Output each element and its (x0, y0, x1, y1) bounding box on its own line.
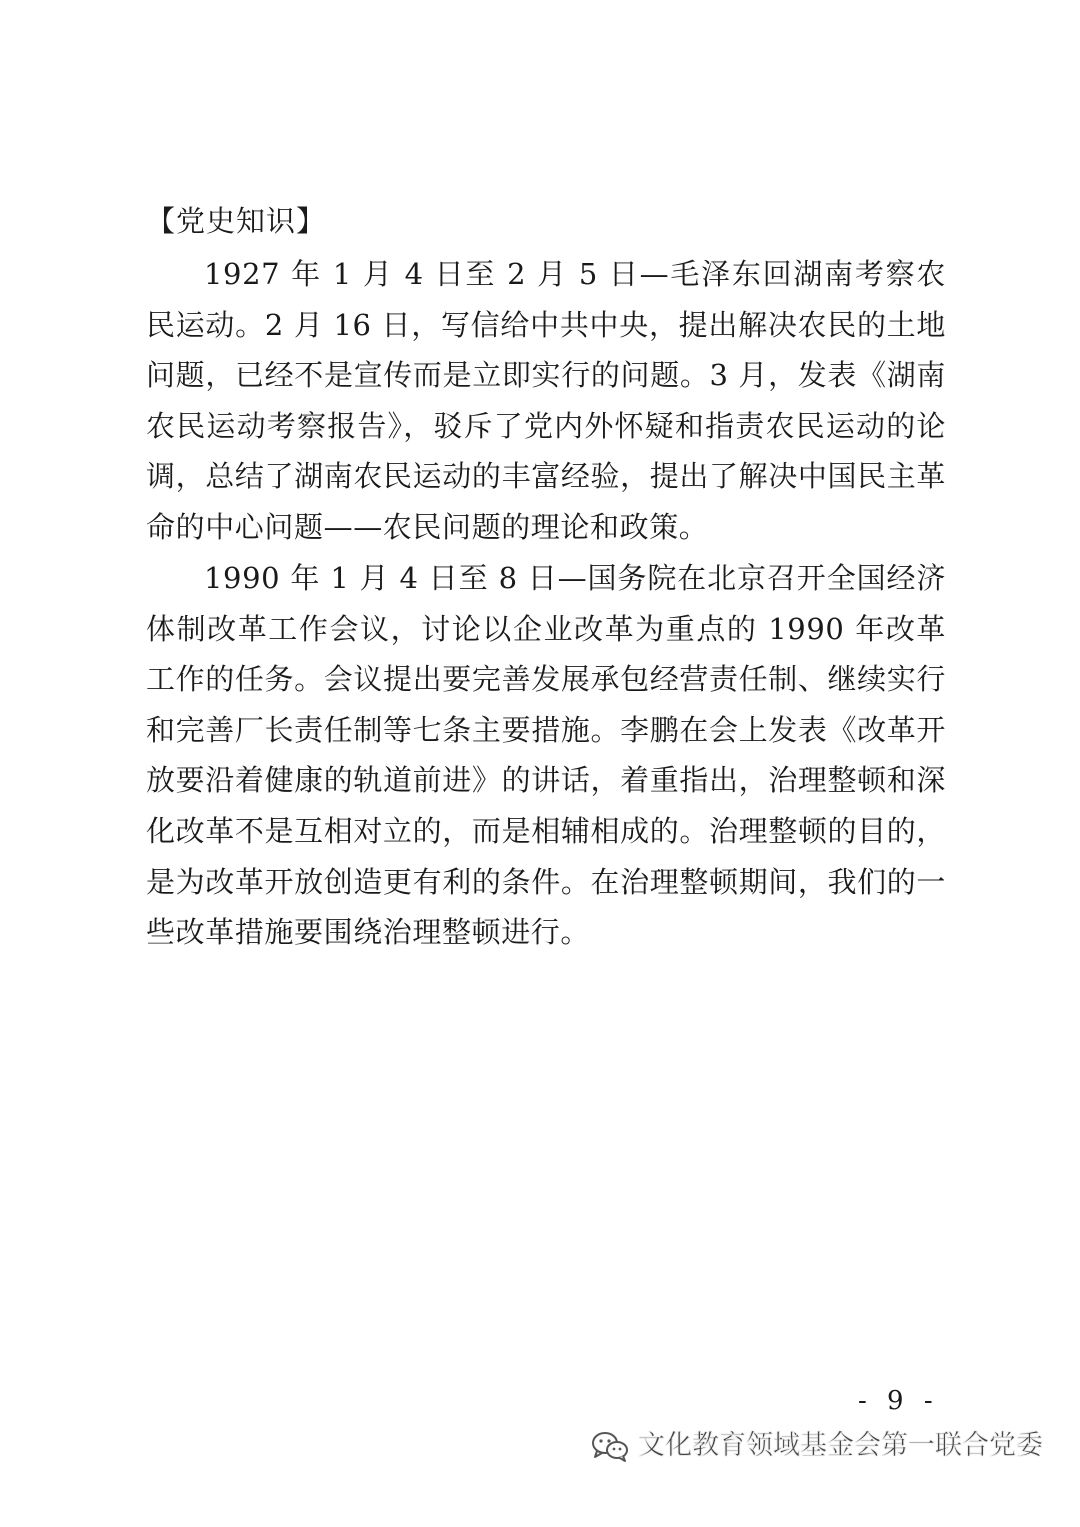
paragraph-1990: 1990 年 1 月 4 日至 8 日—国务院在北京召开全国经济体制改革工作会议，讨论以企业改革为重点的 1990 年改革工作的任务。会议提出要完善发展承包经营责任制、继续实行和完善厂长责任制等七条主要措施。李鹏在会上发表《改革开放要沿着健康的轨道前进》的讲话，着重指出，治理整顿和深化改革不是互相对立的，而是相辅相成的。治理整顿的目的，是为改革开放创造更有利的条件。在治理整顿期间，我们的一些改革措施要围绕治理整顿进行。 (146, 561, 946, 950)
section-heading: 【党史知识】 (146, 204, 327, 238)
page-number: - 9 - (858, 1386, 939, 1416)
paragraph-1927: 1927 年 1 月 4 日至 2 月 5 日—毛泽东回湖南考察农民运动。2 月 16 日，写信给中共中央，提出解决农民的土地问题，已经不是宣传而是立即实行的问题。3 月，发表《湖南农民运动考察报告》，驳斥了党内外怀疑和指责农民运动的论调，总结了湖南农民运动的丰富经验，提出了解决中国民主革命的中心问题——农民问题的理论和政策。 (146, 257, 946, 544)
wechat-icon (590, 1429, 630, 1463)
wechat-watermark (590, 1424, 1043, 1468)
watermark-text: 文化教育领域基金会第一联合党委 (638, 1430, 1043, 1461)
